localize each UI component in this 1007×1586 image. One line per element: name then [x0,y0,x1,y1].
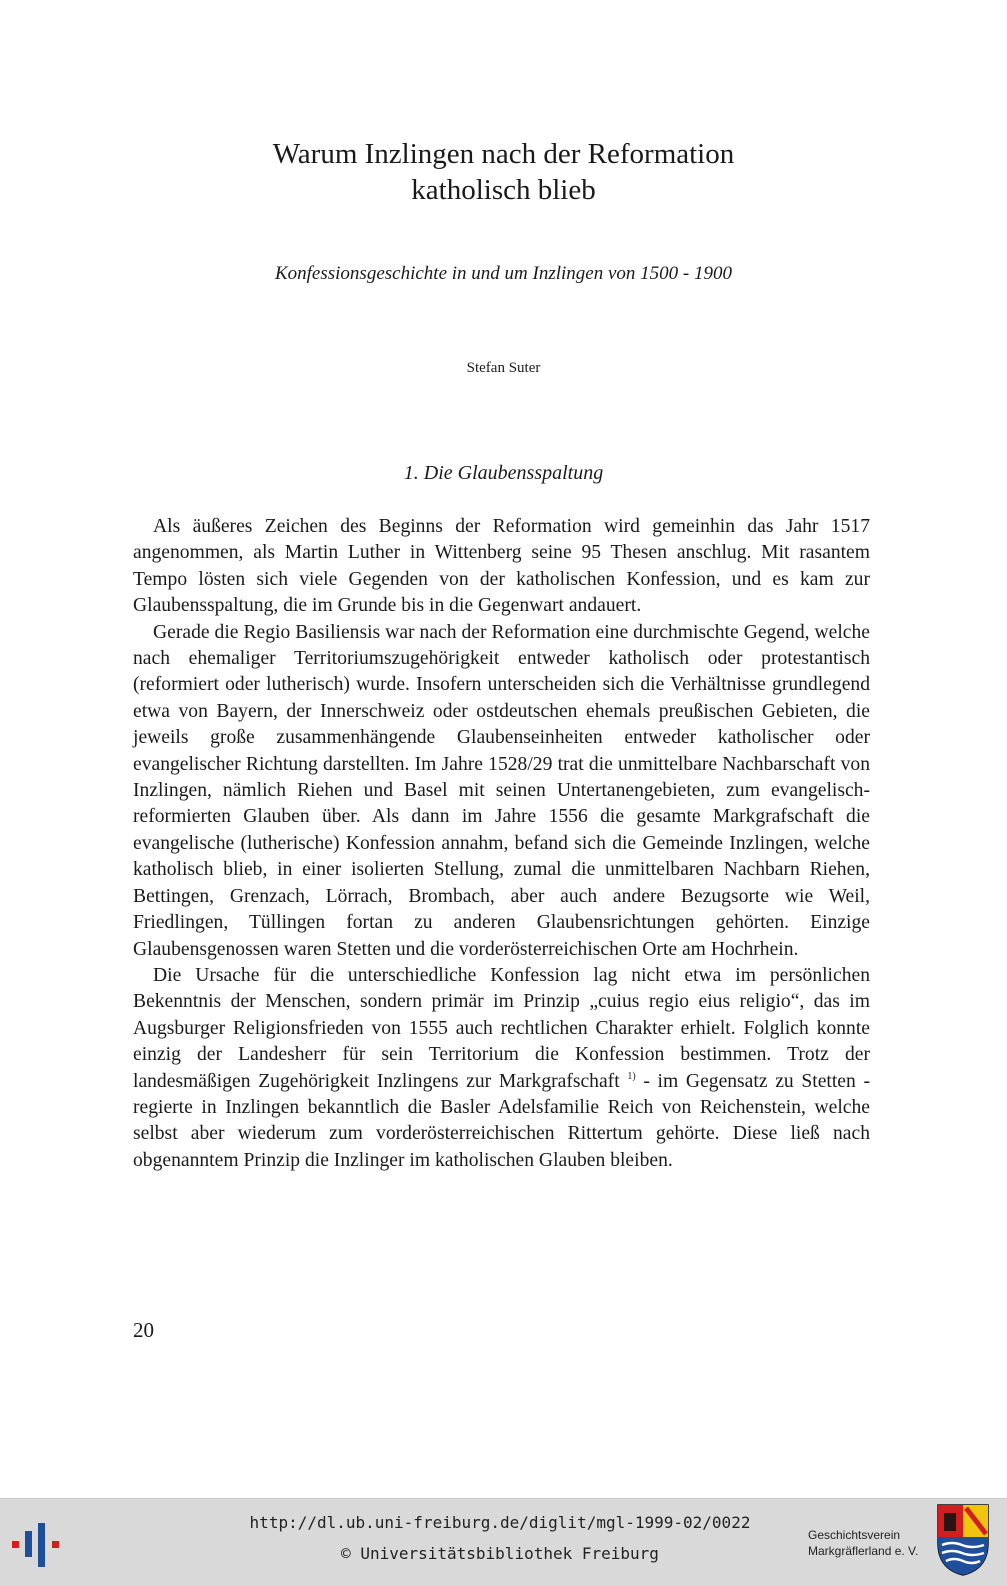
society-name-line-1: Geschichtsverein [808,1528,901,1542]
section-heading: 1. Die Glaubensspaltung [403,462,604,484]
paragraph-3-part-2: - im Gegensatz zu Stetten - regierte in Inzlingen bekanntlich die Basler Adelsfamilie Reich von Reichenstein, welche selbst aber wiederum zum vorderösterreichischen Rittertum gehörte. Diese ließ nach obgenanntem Prinzip die Inzlinger im katholischen Glauben bleiben. [133,1070,870,1171]
society-name [808,1527,928,1559]
footer-bar [0,1498,1007,1586]
coat-of-arms-icon [936,1503,990,1577]
ub-freiburg-logo-icon [10,1509,64,1573]
society-name-line-2: Markgräflerland e. V. [808,1544,919,1558]
author-name: Stefan Suter [466,360,541,376]
article-subtitle: Konfessionsgeschichte in und um Inzlingen von 1500 - 1900 [274,263,732,284]
paragraph-3 [133,963,870,1174]
article-title [0,136,1007,208]
copyright-text: © Universitätsbibliothek Freiburg [341,1544,659,1563]
body-text [133,514,870,1174]
paragraph-1: Als äußeres Zeichen des Beginns der Reformation wird gemeinhin das Jahr 1517 angenommen, als Martin Luther in Wittenberg seine 95 Thesen anschlug. Mit rasantem Tempo lösten sich viele Gegenden von der katholischen Konfession, und es kam zur Glaubensspaltung, die im Grunde bis in die Gegenwart andauert. [133,516,870,617]
title-line-2: katholisch blieb [411,174,596,206]
title-line-1: Warum Inzlingen nach der Reformation [272,138,735,170]
source-url-link[interactable]: http://dl.ub.uni-freiburg.de/diglit/mgl-1999-02/0022 [249,1513,751,1532]
paragraph-2: Gerade die Regio Basiliensis war nach der Reformation eine durchmischte Gegend, welche nach ehemaliger Territoriumszugehörigkeit entweder katholisch oder protestantisch (reformiert oder lutherisch) wurde. Insofern unterscheiden sich die Verhältnisse grundlegend etwa von Bayern, der Innerschweiz oder ostdeutschen ehemals preußischen Gebieten, die jeweils große zusammenhängende Glaubenseinheiten entweder katholischer oder evangelischer Richtung darstellten. Im Jahre 1528/29 trat die unmittelbare Nachbarschaft von Inzlingen, nämlich Riehen und Basel mit seinen Untertanengebieten, zum evangelisch-reformierten Glauben über. Als dann im Jahre 1556 die gesamte Markgrafschaft die evangelische (lutherische) Konfession annahm, befand sich die Gemeinde Inzlingen, welche katholisch blieb, in einer isolierten Stellung, zumal die unmittelbaren Nachbarn Riehen, Bettingen, Grenzach, Lörrach, Brombach, aber auch andere Bezugsorte wie Weil, Friedlingen, Tüllingen fortan zu anderen Glaubensrichtungen gehörten. Einzige Glaubensgenossen waren Stetten und die vorderösterreichischen Orte am Hochrhein. [133,621,870,960]
paragraph-3-part-1: Die Ursache für die unterschiedliche Konfession lag nicht etwa im persönlichen Bekenntnis der Menschen, sondern primär im Prinzip „cuius regio eius religio“, das im Augsburger Religionsfrieden von 1555 auch rechtlichen Charakter erhielt. Folglich konnte einzig der Landesherr für sein Territorium die Konfession bestimmen. Trotz der landesmäßigen Zugehörigkeit Inzlingens zur Markgrafschaft [133,964,870,1092]
footnote-reference[interactable]: 1) [627,1070,636,1082]
page-number: 20 [133,1318,154,1342]
